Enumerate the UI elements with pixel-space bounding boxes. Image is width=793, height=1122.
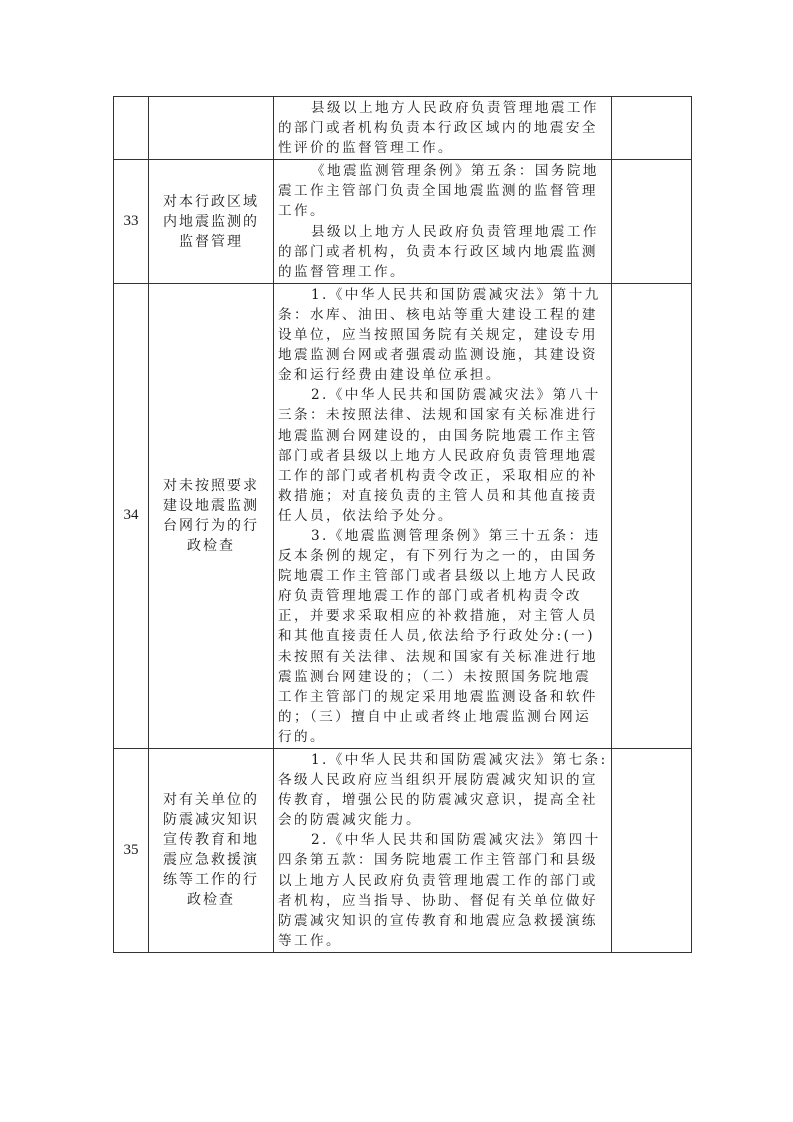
legal-basis-line: 震工作主管部门负责全国地震监测的监督管理 (278, 183, 598, 200)
row-number-cell (114, 283, 149, 748)
row-number-cell (114, 97, 149, 160)
legal-basis-line: 府负责管理地震工作的部门或者机构责令改 (278, 588, 582, 605)
row-number-cell (114, 749, 149, 953)
legal-basis-cell (274, 283, 612, 748)
legal-basis-line: 等工作。 (278, 932, 342, 949)
item-name-line: 政检查 (187, 892, 235, 909)
legal-basis-line: 工作的部门或者机构责令改正，采取相应的补 (278, 467, 598, 484)
item-name-cell (149, 283, 274, 748)
legal-basis-line: 地震监测台网或者强震动监测设施，其建设资 (278, 347, 598, 364)
item-name-line: 台网行为的行 (163, 517, 259, 534)
item-name-line: 防震减灾知识 (163, 812, 259, 829)
legal-basis-line: 以上地方人民政府负责管理地震工作的部门或 (278, 872, 598, 889)
legal-basis-line: 县级以上地方人民政府负责管理地震工作 (311, 223, 599, 240)
legal-basis-line: 未按照有关法律、法规和国家有关标准进行地 (278, 648, 598, 665)
legal-basis-line: 条：水库、油田、核电站等重大建设工程的建 (278, 306, 598, 323)
item-name-line: 对未按照要求 (163, 477, 259, 494)
row-number-cell (114, 160, 149, 284)
legal-basis-line: 2.《中华人民共和国防震减灾法》第四十 (311, 832, 601, 849)
legal-basis-line: 反本条例的规定，有下列行为之一的，由国务 (278, 548, 598, 565)
row-number: 34 (123, 507, 139, 524)
table-row (114, 97, 692, 160)
legal-basis-line: 防震减灾知识的宣传教育和地震应急救援演练 (278, 912, 598, 929)
table-row (114, 749, 692, 953)
legal-basis-line: 的；（三）擅自中止或者终止地震监测台网运 (278, 708, 592, 725)
legal-basis-line: 各级人民政府应当组织开展防震减灾知识的宣 (278, 772, 598, 789)
item-name-line: 练等工作的行 (163, 872, 259, 889)
legal-basis-line: 三条：未按照法律、法规和国家有关标准进行 (278, 407, 598, 424)
item-name-cell (149, 749, 274, 953)
legal-basis-line: 工作主管部门的规定采用地震监测设备和软件 (278, 688, 598, 705)
legal-basis-line: 部门或者县级以上地方人民政府负责管理地震 (278, 447, 598, 464)
legal-basis-line: 的监督管理工作。 (278, 263, 406, 280)
legal-basis-line: 1.《中华人民共和国防震减灾法》第十九 (311, 286, 601, 303)
row-number: 33 (123, 213, 139, 230)
legal-basis-line: 震监测台网建设的；（二）未按照国务院地震 (278, 668, 592, 685)
item-name-line: 对本行政区域 (163, 193, 259, 210)
legal-basis-line: 《地震监测管理条例》第五条：国务院地 (311, 163, 599, 180)
legal-basis-line: 县级以上地方人民政府负责管理地震工作 (311, 100, 599, 116)
legal-basis-cell (274, 97, 612, 160)
legal-basis-line: 的部门或者机构负责本行政区域内的地震安全 (278, 120, 598, 137)
legal-basis-line: 者机构，应当指导、协助、督促有关单位做好 (278, 892, 598, 909)
table-row (114, 160, 692, 284)
legal-basis-cell (274, 160, 612, 284)
item-name-line: 建设地震监测 (163, 497, 259, 514)
legal-basis-line: 会的防震减灾能力。 (278, 812, 422, 829)
legal-basis-line: 工作。 (278, 203, 326, 220)
legal-basis-line: 设单位，应当按照国务院有关规定，建设专用 (278, 327, 598, 344)
legal-basis-line: 金和运行经费由建设单位承担。 (278, 367, 502, 384)
row-number: 35 (123, 841, 139, 858)
legal-basis-line: 的部门或者机构，负责本行政区域内地震监测 (278, 243, 598, 260)
item-name-cell (149, 160, 274, 284)
legal-basis-line: 行的。 (278, 728, 326, 745)
legal-basis-line: 任人员，依法给予处分。 (278, 507, 454, 524)
item-name-line: 内地震监测的 (163, 213, 259, 230)
note-cell (612, 160, 692, 284)
legal-basis-line: 四条第五款：国务院地震工作主管部门和县级 (278, 852, 598, 869)
legal-basis-line: 1.《中华人民共和国防震减灾法》第七条: (311, 752, 608, 768)
legal-basis-line: 2.《中华人民共和国防震减灾法》第八十 (311, 387, 601, 404)
legal-basis-line: 传教育，增强公民的防震减灾意识，提高全社 (278, 792, 598, 809)
note-cell (612, 749, 692, 953)
note-cell (612, 283, 692, 748)
regulation-table (113, 96, 692, 953)
legal-basis-line: 性评价的监督管理工作。 (278, 140, 454, 157)
legal-basis-line: 和其他直接责任人员,依法给予行政处分:(一) (278, 628, 595, 645)
legal-basis-line: 救措施；对直接负责的主管人员和其他直接责 (278, 487, 598, 504)
legal-basis-cell (274, 749, 612, 953)
item-name-line: 对有关单位的 (163, 792, 259, 809)
item-name-line: 监督管理 (179, 233, 243, 250)
item-name-cell (149, 97, 274, 160)
item-name-line: 震应急救援演 (163, 852, 259, 869)
legal-basis-line: 3.《地震监测管理条例》第三十五条：违 (311, 527, 601, 544)
legal-basis-line: 正，并要求采取相应的补救措施，对主管人员 (278, 608, 598, 625)
legal-basis-line: 院地震工作主管部门或者县级以上地方人民政 (278, 568, 598, 585)
table-row (114, 283, 692, 748)
legal-basis-line: 地震监测台网建设的，由国务院地震工作主管 (278, 427, 598, 444)
item-name-line: 宣传教育和地 (163, 832, 259, 849)
item-name-line: 政检查 (187, 537, 235, 554)
note-cell (612, 97, 692, 160)
